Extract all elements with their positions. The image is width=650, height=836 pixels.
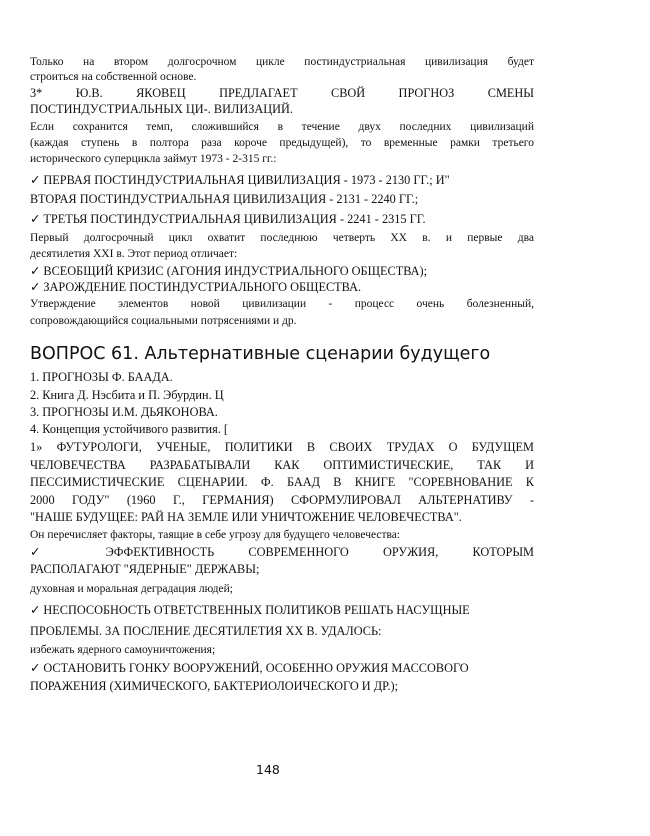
text-line: "НАШЕ БУДУЩЕЕ: РАЙ НА ЗЕМЛЕ ИЛИ УНИЧТОЖЕНИЕ ЧЕЛОВЕЧЕСТВА". [30, 510, 462, 524]
list-item: 1. ПРОГНОЗЫ Ф. БААДА. [30, 370, 173, 384]
text-line: (каждая ступень в полтора раза короче предыдущей), то временные рамки третьего [30, 137, 534, 149]
text-line: ПОСТИНДУСТРИАЛЬНЫХ ЦИ-. ВИЛИЗАЦИЙ. [30, 102, 293, 116]
bullet-line: ✓ ЭФФЕКТИВНОСТЬ СОВРЕМЕННОГО ОРУЖИЯ, КОТОРЫМ [30, 545, 534, 559]
text-line: сопровождающийся социальными потрясениями и др. [30, 315, 297, 327]
list-item: 3. ПРОГНОЗЫ И.М. ДЬЯКОНОВА. [30, 405, 218, 419]
bullet-line: ✓ ОСТАНОВИТЬ ГОНКУ ВООРУЖЕНИЙ, ОСОБЕННО ОРУЖИЯ МАССОВОГО [30, 661, 469, 675]
list-item: 4. Концепция устойчивого развития. [ [30, 422, 228, 436]
text-line: ВТОРАЯ ПОСТИНДУСТРИАЛЬНАЯ ЦИВИЛИЗАЦИЯ - 2131 - 2240 ГГ.; [30, 192, 419, 206]
text-line: ЧЕЛОВЕЧЕСТВА РАЗРАБАТЫВАЛИ КАК ОПТИМИСТИЧЕСКИЕ, ТАК И [30, 458, 534, 472]
text-line: исторического суперцикла займут 1973 - 2-315 гг.: [30, 153, 277, 165]
section-heading: ВОПРОС 61. Альтернативные сценарии будущего [30, 344, 491, 364]
text-line: избежать ядерного самоуничтожения; [30, 644, 216, 656]
text-line: Только на втором долгосрочном цикле постиндустриальная цивилизация будет [30, 56, 534, 68]
bullet-line: ✓ НЕСПОСОБНОСТЬ ОТВЕТСТВЕННЫХ ПОЛИТИКОВ РЕШАТЬ НАСУЩНЫЕ [30, 603, 470, 617]
text-line: ПЕССИМИСТИЧЕСКИЕ СЦЕНАРИИ. Ф. БААД В КНИГЕ "СОРЕВНОВАНИЕ К [30, 475, 534, 489]
text-line: Утверждение элементов новой цивилизации - процесс очень болезненный, [30, 298, 534, 310]
text-line: Он перечисляет факторы, таящие в себе угрозу для будущего человечества: [30, 529, 401, 541]
bullet-line: ✓ ЗАРОЖДЕНИЕ ПОСТИНДУСТРИАЛЬНОГО ОБЩЕСТВА. [30, 280, 362, 294]
text-line: 3* Ю.В. ЯКОВЕЦ ПРЕДЛАГАЕТ СВОЙ ПРОГНОЗ СМЕНЫ [30, 86, 534, 100]
text-line: 1» ФУТУРОЛОГИ, УЧЕНЫЕ, ПОЛИТИКИ В СВОИХ ТРУДАХ О БУДУЩЕМ [30, 440, 534, 454]
text-line: ПОРАЖЕНИЯ (ХИМИЧЕСКОГО, БАКТЕРИОЛОИЧЕСКОГО И ДР.); [30, 679, 399, 693]
bullet-line: ✓ ПЕРВАЯ ПОСТИНДУСТРИАЛЬНАЯ ЦИВИЛИЗАЦИЯ - 1973 - 2130 ГГ.; И" [30, 173, 450, 187]
text-line: ПРОБЛЕМЫ. ЗА ПОСЛЕНИЕ ДЕСЯТИЛЕТИЯ XX В. УДАЛОСЬ: [30, 624, 382, 638]
text-line: духовная и моральная деградация людей; [30, 583, 233, 595]
text-line: 2000 ГОДУ" (1960 Г., ГЕРМАНИЯ) СФОРМУЛИРОВАЛ АЛЬТЕРНАТИВУ - [30, 493, 534, 507]
text-line: Первый долгосрочный цикл охватит последнюю четверть XX в. и первые два [30, 232, 534, 244]
text-line: Если сохранится темп, сложившийся в течение двух последних цивилизаций [30, 121, 534, 133]
text-line: РАСПОЛАГАЮТ "ЯДЕРНЫЕ" ДЕРЖАВЫ; [30, 562, 260, 576]
text-line: десятилетия XXI в. Этот период отличает: [30, 248, 238, 260]
list-item: 2. Книга Д. Нэсбита и П. Эбурдин. Ц [30, 388, 224, 402]
bullet-line: ✓ ВСЕОБЩИЙ КРИЗИС (АГОНИЯ ИНДУСТРИАЛЬНОГО ОБЩЕСТВА); [30, 264, 428, 278]
page-number: 148 [256, 762, 280, 777]
text-line: строиться на собственной основе. [30, 71, 197, 83]
bullet-line: ✓ ТРЕТЬЯ ПОСТИНДУСТРИАЛЬНАЯ ЦИВИЛИЗАЦИЯ - 2241 - 2315 ГГ. [30, 212, 426, 226]
